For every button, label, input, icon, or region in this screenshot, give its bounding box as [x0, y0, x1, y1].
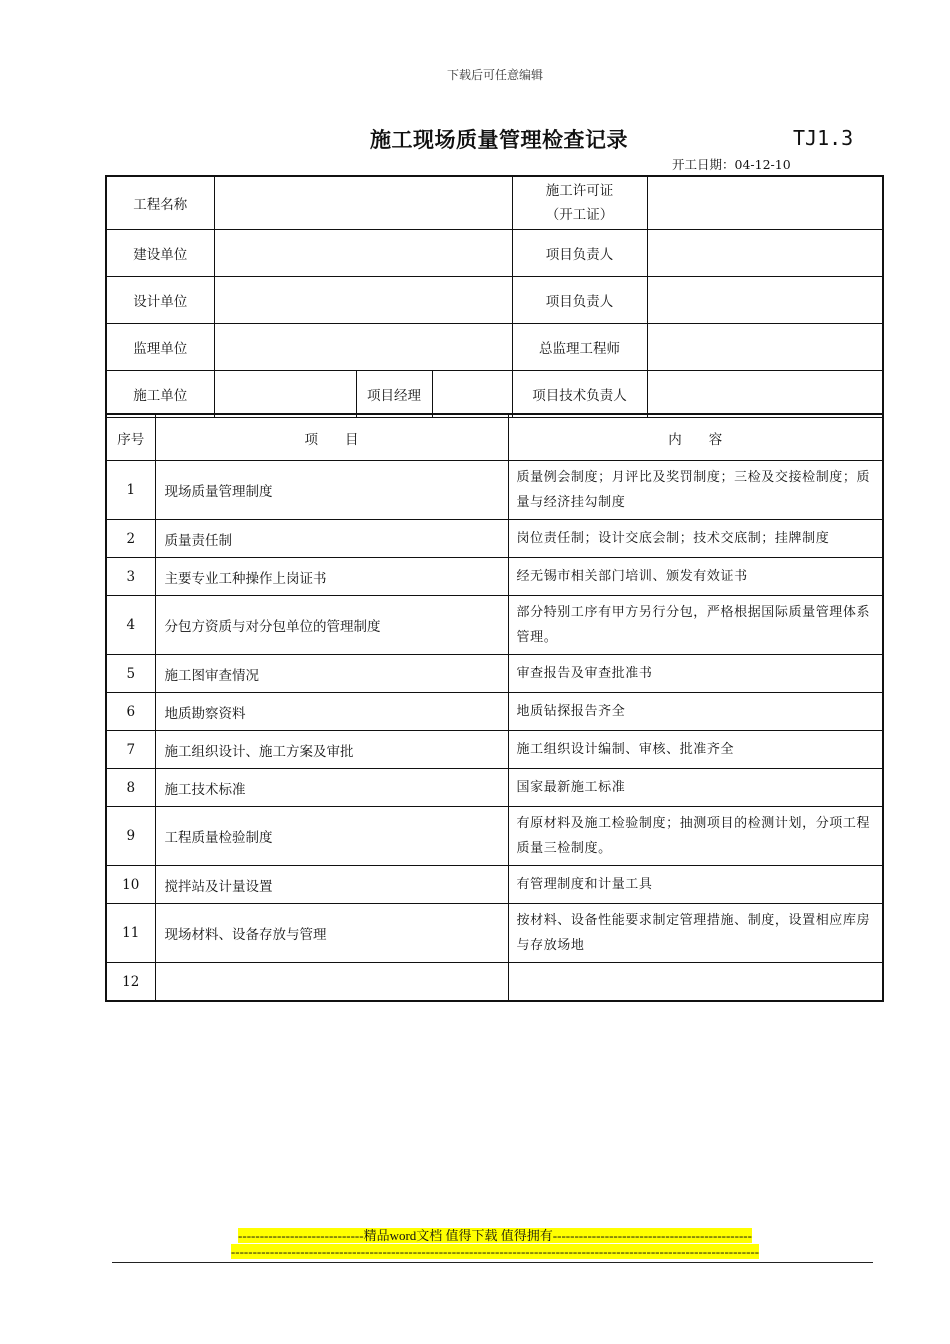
- table-row: [106, 596, 883, 655]
- form-code: TJ1.3: [793, 126, 854, 150]
- row-no: 11: [106, 904, 155, 963]
- table-row: [106, 769, 883, 807]
- value-project-manager[interactable]: [432, 371, 512, 418]
- label-project-name: 工程名称: [106, 176, 214, 230]
- row-owner: [106, 230, 883, 277]
- row-item: 地质勘察资料: [155, 693, 508, 731]
- footer-banner: [0, 1228, 950, 1260]
- row-content[interactable]: 国家最新施工标准: [508, 769, 883, 807]
- label-project-manager: 项目经理: [356, 371, 432, 418]
- table-row: [106, 655, 883, 693]
- footer-line2: --------------------------------------------------------------------------------------------------------------------------: [230, 1244, 760, 1259]
- project-info-table: [105, 175, 884, 418]
- value-owner[interactable]: [214, 230, 512, 277]
- row-designer: [106, 277, 883, 324]
- value-contractor[interactable]: [214, 371, 356, 418]
- label-supervisor: 监理单位: [106, 324, 214, 371]
- row-no: 12: [106, 963, 155, 1002]
- table-row: [106, 904, 883, 963]
- row-item: 搅拌站及计量设置: [155, 866, 508, 904]
- col-header-no: 序号: [106, 414, 155, 461]
- table-row: [106, 461, 883, 520]
- value-designer[interactable]: [214, 277, 512, 324]
- row-content[interactable]: 审查报告及审查批准书: [508, 655, 883, 693]
- table-row: [106, 731, 883, 769]
- row-no: 3: [106, 558, 155, 596]
- row-content[interactable]: 有原材料及施工检验制度；抽测项目的检测计划，分项工程质量三检制度。: [508, 807, 883, 866]
- label-tech-lead: 项目技术负责人: [512, 371, 647, 418]
- row-no: 2: [106, 520, 155, 558]
- permit-line2: （开工证）: [545, 207, 614, 223]
- value-permit[interactable]: [647, 176, 883, 230]
- row-no: 7: [106, 731, 155, 769]
- label-contractor: 施工单位: [106, 371, 214, 418]
- row-item: 施工技术标准: [155, 769, 508, 807]
- checklist-header: [106, 414, 883, 461]
- footer-divider: [112, 1262, 873, 1263]
- col-header-content: 内 容: [508, 414, 883, 461]
- permit-line1: 施工许可证: [545, 183, 614, 199]
- value-supervisor[interactable]: [214, 324, 512, 371]
- row-item: 现场质量管理制度: [155, 461, 508, 520]
- table-row: [106, 963, 883, 1002]
- page-title: 施工现场质量管理检查记录: [370, 127, 628, 152]
- table-row: [106, 807, 883, 866]
- row-content[interactable]: 经无锡市相关部门培训、颁发有效证书: [508, 558, 883, 596]
- label-designer: 设计单位: [106, 277, 214, 324]
- start-date: 开工日期：04-12-10: [672, 157, 791, 172]
- row-project-name: [106, 176, 883, 230]
- row-content[interactable]: 施工组织设计编制、审核、批准齐全: [508, 731, 883, 769]
- header-note: 下载后可任意编辑: [446, 68, 543, 82]
- label-designer-lead: 项目负责人: [512, 277, 647, 324]
- row-content[interactable]: 部分特别工序有甲方另行分包，严格根据国际质量管理体系管理。: [508, 596, 883, 655]
- footer-line1: -----------------------------精品word文档 值得下载 值得拥有----------------------------------------------: [238, 1228, 752, 1243]
- checklist-table: [105, 413, 884, 1002]
- row-no: 4: [106, 596, 155, 655]
- label-owner-lead: 项目负责人: [512, 230, 647, 277]
- row-content[interactable]: 质量例会制度；月评比及奖罚制度；三检及交接检制度；质量与经济挂勾制度: [508, 461, 883, 520]
- table-row: [106, 520, 883, 558]
- table-row: [106, 558, 883, 596]
- row-item: 施工图审查情况: [155, 655, 508, 693]
- row-content[interactable]: 有管理制度和计量工具: [508, 866, 883, 904]
- value-chief-supervisor[interactable]: [647, 324, 883, 371]
- row-no: 9: [106, 807, 155, 866]
- row-item: 质量责任制: [155, 520, 508, 558]
- row-content[interactable]: 岗位责任制；设计交底会制；技术交底制；挂牌制度: [508, 520, 883, 558]
- row-no: 10: [106, 866, 155, 904]
- label-permit: [512, 176, 647, 230]
- table-row: [106, 866, 883, 904]
- row-supervisor: [106, 324, 883, 371]
- label-chief-supervisor: 总监理工程师: [512, 324, 647, 371]
- value-project-name[interactable]: [214, 176, 512, 230]
- label-owner: 建设单位: [106, 230, 214, 277]
- row-item: 工程质量检验制度: [155, 807, 508, 866]
- table-row: [106, 693, 883, 731]
- value-owner-lead[interactable]: [647, 230, 883, 277]
- value-designer-lead[interactable]: [647, 277, 883, 324]
- row-item: 主要专业工种操作上岗证书: [155, 558, 508, 596]
- row-no: 1: [106, 461, 155, 520]
- row-no: 5: [106, 655, 155, 693]
- value-tech-lead[interactable]: [647, 371, 883, 418]
- row-item: 施工组织设计、施工方案及审批: [155, 731, 508, 769]
- col-header-item: 项 目: [155, 414, 508, 461]
- row-item[interactable]: [155, 963, 508, 1002]
- row-no: 6: [106, 693, 155, 731]
- row-no: 8: [106, 769, 155, 807]
- row-contractor: [106, 371, 883, 418]
- row-content[interactable]: 地质钻探报告齐全: [508, 693, 883, 731]
- row-item: 现场材料、设备存放与管理: [155, 904, 508, 963]
- row-content[interactable]: 按材料、设备性能要求制定管理措施、制度，设置相应库房与存放场地: [508, 904, 883, 963]
- row-content[interactable]: [508, 963, 883, 1002]
- row-item: 分包方资质与对分包单位的管理制度: [155, 596, 508, 655]
